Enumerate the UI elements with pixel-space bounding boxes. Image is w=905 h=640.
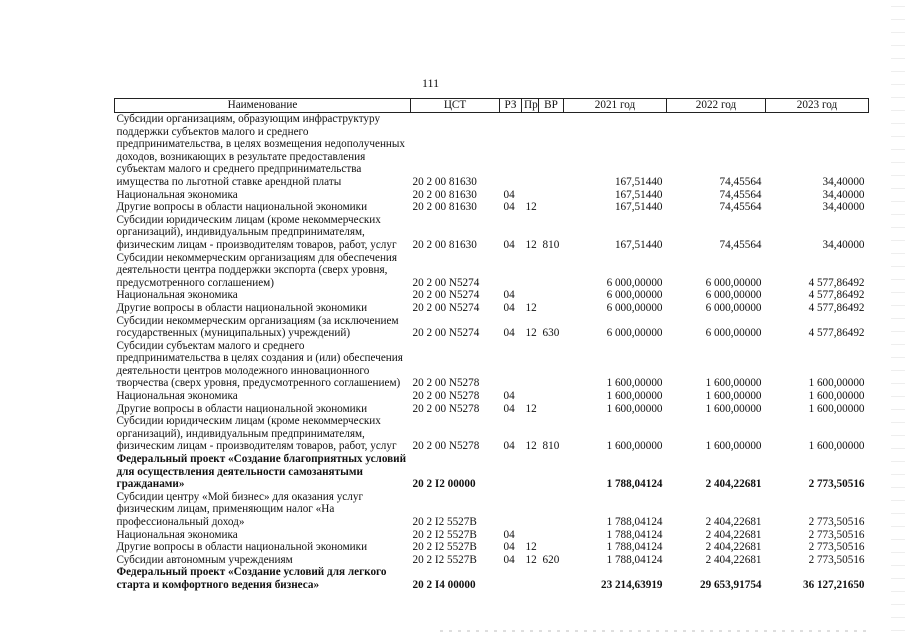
cell-2023: 2 773,50516 (808, 553, 865, 566)
cell-vr (539, 403, 564, 416)
cell-name: Субсидии центру «Мой бизнес» для оказания услуг физическим лицам, применяющим налог «На профессиональный доход» (116, 490, 364, 528)
cell-2021: 1 788,04124 (606, 553, 663, 566)
cell-rz: 04 (503, 238, 515, 251)
cell-vr (539, 302, 564, 315)
header-2022: 2022 год (667, 99, 766, 113)
cell-rz: 04 (503, 327, 515, 340)
header-rz: РЗ (500, 99, 522, 113)
cell-2021: 6 000,00000 (606, 276, 663, 289)
cell-2021: 1 788,04124 (606, 541, 663, 554)
cell-rz (500, 453, 522, 491)
cell-pr (522, 252, 539, 290)
cell-pr (522, 566, 539, 591)
table-row (115, 541, 869, 554)
cell-2021: 167,51440 (614, 175, 663, 188)
cell-2023: 34,40000 (822, 201, 865, 214)
table-body (115, 113, 869, 592)
cell-cst: 20 2 00 N5278 (412, 377, 480, 390)
page-number: 111 (422, 76, 440, 90)
header-cst: ЦСТ (411, 99, 500, 113)
cell-vr (539, 340, 564, 390)
table-row (115, 214, 869, 252)
cell-pr (522, 189, 539, 202)
cell-name: Другие вопросы в области национальной экономики (116, 402, 368, 415)
cell-cst: 20 2 00 N5274 (412, 301, 480, 314)
header-name: Наименование (115, 99, 411, 113)
budget-table (114, 98, 869, 592)
cell-name: Субсидии автономным учреждениям (116, 553, 293, 566)
table-row (115, 113, 869, 189)
cell-cst: 20 2 I2 5527B (412, 516, 477, 528)
cell-vr (539, 189, 564, 202)
table-header (115, 99, 869, 113)
cell-vr (539, 201, 564, 214)
cell-rz: 04 (503, 289, 515, 302)
cell-cst: 20 2 I2 5527B (412, 553, 477, 566)
cell-name: Национальная экономика (116, 528, 238, 541)
cell-2022: 1 600,00000 (705, 377, 762, 390)
cell-2022: 6 000,00000 (705, 289, 762, 302)
table-row (115, 201, 869, 214)
cell-2023: 34,40000 (822, 175, 865, 188)
cell-name: Другие вопросы в области национальной экономики (116, 301, 368, 314)
table-row (115, 302, 869, 315)
cell-2021: 6 000,00000 (606, 301, 663, 314)
cell-2021: 1 600,00000 (606, 440, 663, 453)
cell-vr (539, 491, 564, 529)
cell-name: Субсидии субъектам малого и среднего предпринимательства в целях создания и (или) обеспечения деятельности центров молодежного инновационного творчества (сверх уровня, предусмотренного соглашением) (116, 339, 403, 390)
cell-2022: 1 600,00000 (705, 402, 762, 415)
cell-2023: 4 577,86492 (808, 327, 865, 340)
scan-bottom-artifact (440, 630, 870, 632)
cell-name: Субсидии некоммерческим организациям для обеспечения деятельности центра поддержки экспорта (сверх уровня, предусмотренного соглашением) (116, 251, 398, 289)
cell-name: Субсидии юридическим лицам (кроме некоммерческих организаций), индивидуальным предпринимателям, физическим лицам - производителям товаров, работ, услуг (116, 213, 397, 251)
cell-name: Другие вопросы в области национальной экономики (116, 541, 368, 554)
cell-cst: 20 2 00 81630 (412, 188, 477, 201)
header-pr: Пр (522, 99, 539, 113)
table-row (115, 566, 869, 591)
cell-cst: 20 2 I2 5527B (412, 528, 477, 541)
cell-rz (500, 340, 522, 390)
cell-rz: 04 (503, 541, 515, 554)
cell-2021: 167,51440 (614, 188, 663, 201)
cell-2023: 2 773,50516 (808, 541, 865, 554)
cell-cst: 20 2 00 81630 (412, 175, 477, 188)
cell-2022: 1 600,00000 (705, 390, 762, 403)
cell-2022: 6 000,00000 (705, 301, 762, 314)
cell-2021: 6 000,00000 (606, 289, 663, 302)
cell-rz (500, 113, 522, 189)
cell-2021: 23 214,63919 (600, 578, 663, 591)
cell-2023: 2 773,50516 (808, 528, 865, 541)
cell-name: Национальная экономика (116, 390, 238, 403)
cell-2021: 1 600,00000 (606, 390, 663, 403)
cell-cst: 20 2 00 81630 (412, 201, 477, 214)
cell-vr: 810 (542, 440, 560, 453)
cell-2023: 1 600,00000 (808, 390, 865, 403)
table-row (115, 403, 869, 416)
cell-2023: 34,40000 (822, 238, 865, 251)
cell-2022: 2 404,22681 (705, 478, 762, 491)
cell-cst: 20 2 00 N5274 (412, 289, 480, 302)
cell-2021: 1 788,04124 (606, 478, 663, 491)
cell-pr (522, 289, 539, 302)
cell-2022: 74,45564 (719, 188, 762, 201)
cell-name: Субсидии некоммерческим организациям (за исключением государственных (муниципальных) учреждений) (116, 314, 399, 340)
cell-2022: 2 404,22681 (705, 516, 762, 528)
cell-2023: 2 773,50516 (808, 516, 865, 528)
cell-2021: 1 788,04124 (606, 528, 663, 541)
cell-name: Федеральный проект «Создание условий для легкого старта и комфортного ведения бизнеса» (116, 566, 387, 591)
cell-2023: 4 577,86492 (808, 301, 865, 314)
cell-pr (522, 491, 539, 529)
cell-cst: 20 2 I2 00000 (412, 478, 476, 491)
table-row (115, 453, 869, 491)
table-row (115, 491, 869, 529)
cell-name: Национальная экономика (116, 188, 238, 201)
table-row (115, 554, 869, 567)
cell-2023: 1 600,00000 (808, 402, 865, 415)
table-row (115, 340, 869, 390)
cell-vr: 620 (542, 553, 560, 566)
cell-2021: 1 600,00000 (606, 402, 663, 415)
cell-name: Субсидии юридическим лицам (кроме некоммерческих организаций), индивидуальным предпринимателям, физическим лицам - производителям товаров, работ, услуг (116, 415, 397, 453)
cell-2022: 6 000,00000 (705, 327, 762, 340)
cell-2023: 36 127,21650 (802, 578, 865, 591)
cell-rz: 04 (503, 301, 515, 314)
cell-2022: 6 000,00000 (705, 276, 762, 289)
header-vr: ВР (539, 99, 564, 113)
cell-pr: 12 (525, 541, 537, 554)
cell-2022: 2 404,22681 (705, 541, 762, 554)
cell-rz: 04 (503, 553, 515, 566)
cell-pr: 12 (525, 238, 537, 251)
cell-cst: 20 2 00 N5278 (412, 440, 480, 453)
cell-2023: 2 773,50516 (808, 478, 865, 491)
cell-pr (522, 529, 539, 542)
cell-pr: 12 (525, 553, 537, 566)
cell-name: Субсидии организациям, образующим инфраструктуру поддержки субъектов малого и среднего предпринимательства, в целях возмещения недополученных доходов, возникающих в результате предоставления субъектам малого и среднего предпринимательства имущества по льготной ставке арендной платы (116, 113, 406, 188)
header-2023: 2023 год (766, 99, 869, 113)
cell-2022: 74,45564 (719, 238, 762, 251)
cell-pr: 12 (525, 201, 537, 214)
cell-2022: 74,45564 (719, 175, 762, 188)
cell-rz: 04 (503, 201, 515, 214)
cell-vr (539, 113, 564, 189)
cell-vr (539, 541, 564, 554)
cell-2021: 1 600,00000 (606, 377, 663, 390)
table-row (115, 189, 869, 202)
table-row (115, 289, 869, 302)
cell-vr (539, 252, 564, 290)
cell-pr (522, 340, 539, 390)
table-row (115, 315, 869, 340)
table-row (115, 415, 869, 453)
cell-pr (522, 113, 539, 189)
cell-pr (522, 453, 539, 491)
cell-vr (539, 453, 564, 491)
cell-vr (539, 390, 564, 403)
cell-rz: 04 (503, 528, 515, 541)
cell-rz (500, 566, 522, 591)
cell-vr: 630 (542, 327, 560, 340)
cell-name: Федеральный проект «Создание благоприятных условий для осуществления деятельности самозанятыми гражданами» (116, 453, 407, 491)
cell-rz: 04 (503, 440, 515, 453)
cell-cst: 20 2 00 N5274 (412, 327, 480, 340)
cell-2021: 6 000,00000 (606, 327, 663, 340)
cell-vr: 810 (542, 238, 560, 251)
cell-pr: 12 (525, 402, 537, 415)
cell-cst: 20 2 00 81630 (412, 238, 477, 251)
cell-cst: 20 2 00 N5274 (412, 276, 480, 289)
table-row (115, 390, 869, 403)
cell-pr (522, 390, 539, 403)
cell-2022: 2 404,22681 (705, 553, 762, 566)
cell-cst: 20 2 I2 5527B (412, 541, 477, 554)
table-row (115, 529, 869, 542)
cell-2022: 1 600,00000 (705, 440, 762, 453)
cell-2021: 167,51440 (614, 238, 663, 251)
cell-pr: 12 (525, 301, 537, 314)
cell-2022: 74,45564 (719, 201, 762, 214)
cell-vr (539, 529, 564, 542)
cell-2022: 29 653,91754 (699, 578, 762, 591)
cell-2022: 2 404,22681 (705, 528, 762, 541)
cell-pr: 12 (525, 327, 537, 340)
cell-rz (500, 252, 522, 290)
cell-cst: 20 2 I4 00000 (412, 578, 476, 591)
cell-rz: 04 (503, 188, 515, 201)
cell-2023: 4 577,86492 (808, 289, 865, 302)
header-row (115, 99, 869, 113)
cell-2023: 1 600,00000 (808, 377, 865, 390)
scan-edge-artifact (891, 0, 905, 640)
cell-cst: 20 2 00 N5278 (412, 390, 480, 403)
cell-vr (539, 566, 564, 591)
cell-name: Национальная экономика (116, 289, 238, 302)
header-2021: 2021 год (564, 99, 667, 113)
cell-cst: 20 2 00 N5278 (412, 402, 480, 415)
cell-vr (539, 289, 564, 302)
cell-2023: 34,40000 (822, 188, 865, 201)
cell-pr: 12 (525, 440, 537, 453)
cell-name: Другие вопросы в области национальной экономики (116, 201, 368, 214)
cell-2021: 1 788,04124 (606, 516, 663, 528)
cell-rz: 04 (503, 402, 515, 415)
cell-2023: 1 600,00000 (808, 440, 865, 453)
cell-2021: 167,51440 (614, 201, 663, 214)
table-row (115, 252, 869, 290)
cell-rz (500, 491, 522, 529)
cell-2023: 4 577,86492 (808, 276, 865, 289)
cell-rz: 04 (503, 390, 515, 403)
